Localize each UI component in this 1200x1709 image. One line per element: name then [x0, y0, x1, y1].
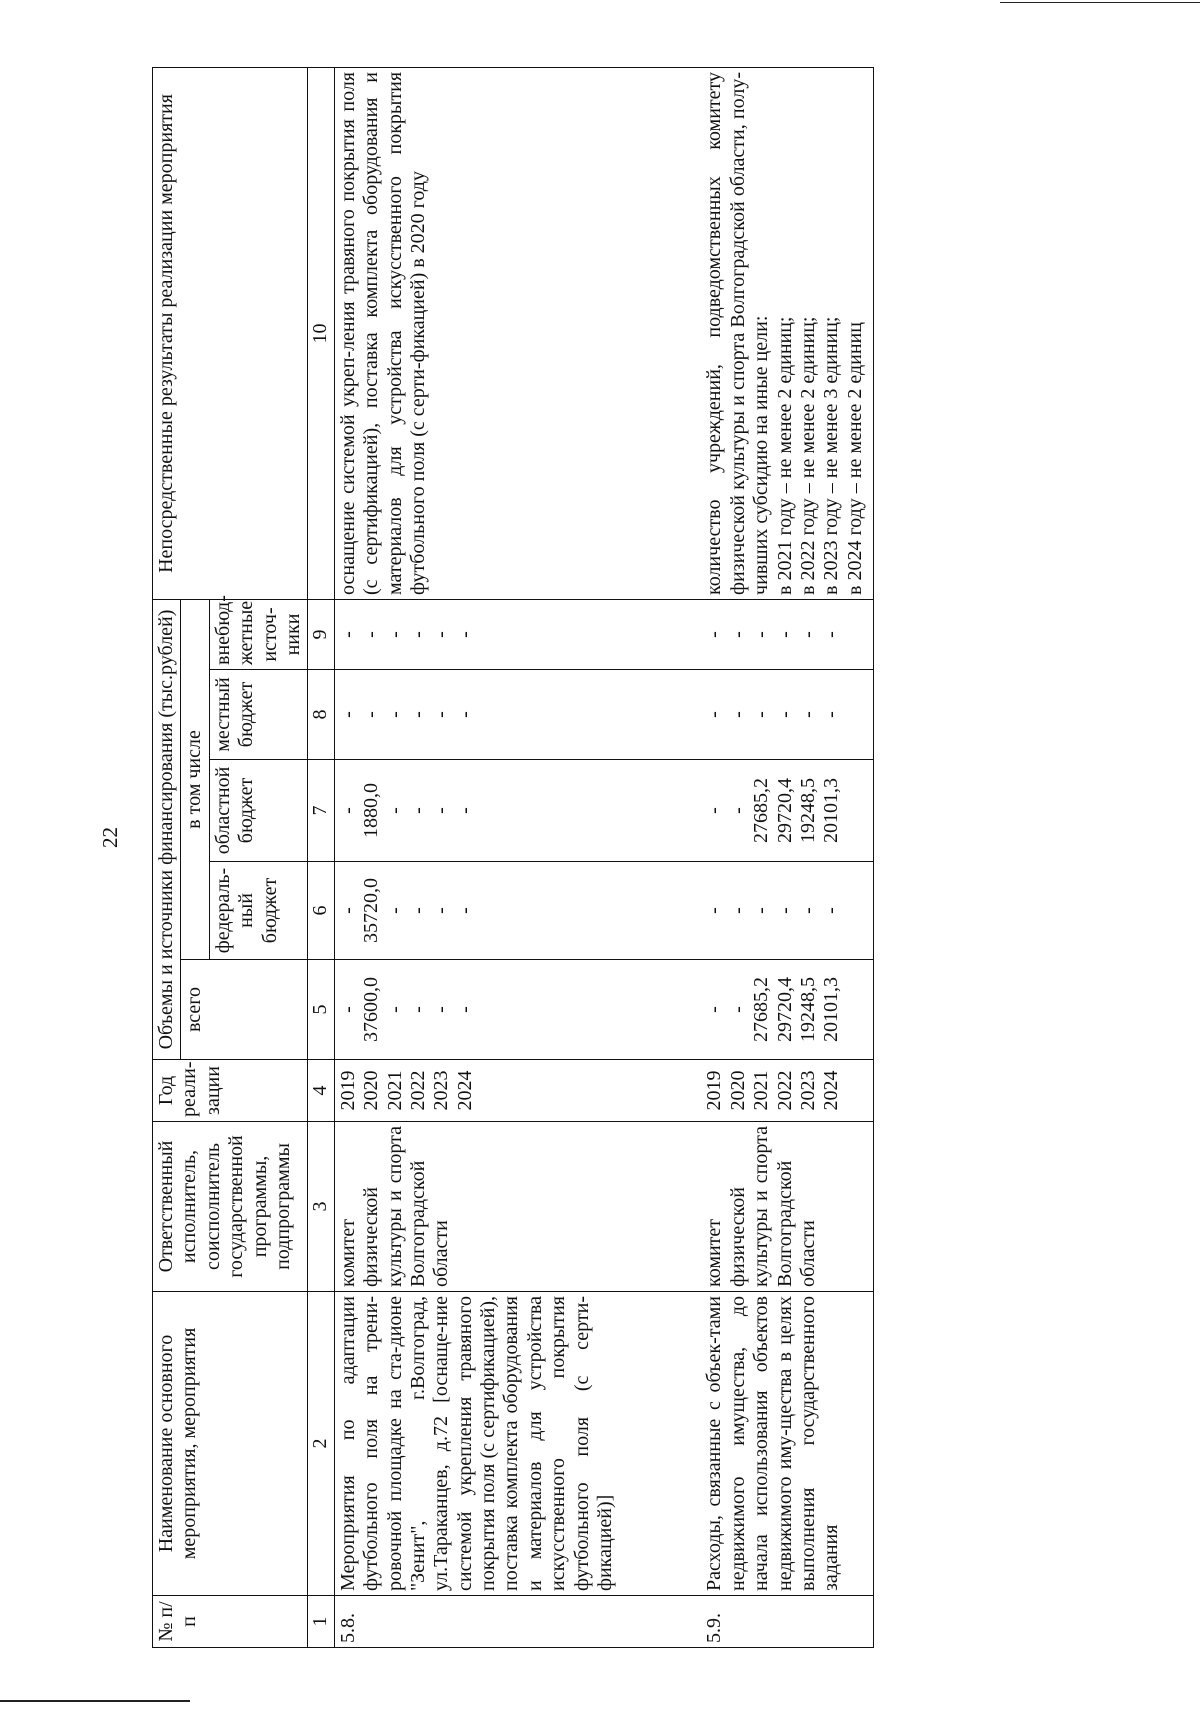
offbudget-values: - - - - - - [701, 599, 869, 669]
header-offbudget: внебюд-жетные источ-ники [209, 599, 308, 669]
header-executor: Ответственный исполнитель, соисполнитель государственной программы, подпрограммы [153, 1122, 308, 1292]
column-number: 3 [308, 1122, 334, 1292]
table-row [701, 67, 869, 1647]
row-number: 5.8. [334, 1596, 619, 1648]
column-number: 9 [308, 599, 334, 669]
executor: комитет физической культуры и спорта Волгоградской области [701, 1122, 869, 1292]
header-including: в том числе [181, 599, 209, 959]
column-number: 7 [308, 760, 334, 862]
scan-edge-mark [0, 1700, 190, 1702]
total-values: - - 27685,2 29720,4 19248,5 20101,3 [701, 960, 869, 1060]
row-filler [869, 67, 874, 1647]
page-number: 22 [98, 827, 122, 848]
header-name: Наименование основного мероприятия, мероприятия [153, 1292, 308, 1596]
federal-values: - - - - - - [701, 862, 869, 960]
header-results: Непосредственные результаты реализации мероприятия [153, 67, 308, 599]
header-total: всего [181, 960, 308, 1060]
column-number: 4 [308, 1060, 334, 1122]
column-number: 1 [308, 1596, 334, 1648]
column-number: 2 [308, 1292, 334, 1596]
scan-edge-mark [1000, 2, 1200, 3]
column-number: 8 [308, 670, 334, 760]
row-number: 5.9. [701, 1596, 869, 1648]
column-number: 10 [308, 67, 334, 599]
results: количество учреждений, подведомственных комитету физической культуры и спорта Волгоградской области, полу-чивших субсидию на иные цели: в 2021 году – не менее 2 единиц; в 2022 году – не менее 2 единиц; в 2023 году – не менее 3 единиц; в 2024 году – не менее 2 единиц [701, 67, 869, 599]
regional-values: - - 27685,2 29720,4 19248,5 20101,3 [701, 760, 869, 862]
executor: комитет физической культуры и спорта Волгоградской области [334, 1122, 619, 1292]
header-regional: областной бюджет [209, 760, 308, 862]
row-spacer [619, 67, 701, 1647]
header-num: № п/п [153, 1596, 308, 1648]
years: 2019 2020 2021 2022 2023 2024 [701, 1060, 869, 1122]
local-values: - - - - - - [334, 670, 619, 760]
years: 2019 2020 2021 2022 2023 2024 [334, 1060, 619, 1122]
activity-name: Расходы, связанные с объек-тами недвижимого имущества, до начала использования объектов недвижимого иму-щества в целях выполнения государственного задания [701, 1292, 869, 1596]
offbudget-values: - - - - - - [334, 599, 619, 669]
total-values: - 37600,0 - - - - [334, 960, 619, 1060]
results: оснащение системой укреп-ления травяного покрытия поля (с сертификацией), поставка комплекта оборудования и материалов для устройства искусственного покрытия футбольного поля (с серти-фикацией) в 2020 году [334, 67, 619, 599]
activity-name: Мероприятия по адаптации футбольного поля на трени-ровочной площадке на ста-дионе "Зенит", г.Волгоград, ул.Тараканцев, д.72 [оснаще-ние системой укрепления травяного покрытия поля (с сертификацией), поставка комплекта оборудования и материалов для устройства искусственного покрытия футбольного поля (с серти-фикацией)] [334, 1292, 619, 1596]
local-values: - - - - - - [701, 670, 869, 760]
federal-values: - 35720,0 - - - - [334, 862, 619, 960]
column-number-row [308, 67, 334, 1647]
column-number: 5 [308, 960, 334, 1060]
header-funding: Объемы и источники финансирования (тыс.рублей) [153, 599, 181, 1059]
table-row [334, 67, 619, 1647]
program-activities-table [152, 67, 874, 1648]
header-local: местный бюджет [209, 670, 308, 760]
regional-values: - 1880,0 - - - - [334, 760, 619, 862]
header-year: Год реали-зации [153, 1060, 308, 1122]
column-number: 6 [308, 862, 334, 960]
header-federal: федераль-ный бюджет [209, 862, 308, 960]
rotated-table-container [152, 68, 1062, 1648]
